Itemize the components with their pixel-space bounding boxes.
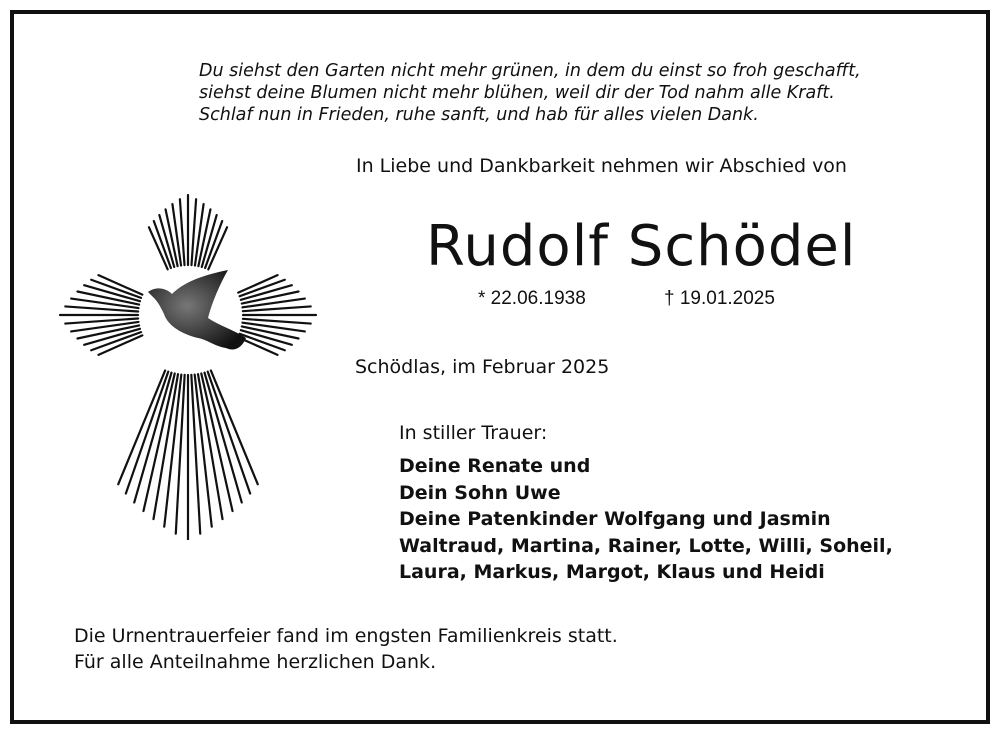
poem-line: siehst deine Blumen nicht mehr blühen, weil dir der Tod nahm alle Kraft. — [199, 83, 835, 103]
ray-line — [172, 204, 181, 265]
ray-line — [164, 375, 181, 527]
mourner-line: Deine Patenkinder Wolfgang und Jasmin — [399, 508, 831, 530]
ray-line — [134, 373, 171, 503]
ray-line — [205, 373, 242, 503]
ray-line — [243, 319, 311, 324]
poem-line: Schlaf nun in Frieden, ruhe sanft, und hab für alles vielen Dank. — [199, 105, 759, 125]
ray-line — [118, 370, 165, 484]
dove-icon — [148, 270, 246, 350]
poem-line: Du siehst den Garten nicht mehr grünen, in dem du einst so froh geschafft, — [199, 61, 861, 81]
mourner-line: Laura, Markus, Margot, Klaus und Heidi — [399, 561, 825, 583]
birth-date: * 22.06.1938 — [478, 288, 586, 309]
ray-line — [191, 375, 200, 534]
ray-line — [243, 306, 311, 311]
memorial-poem — [199, 60, 861, 126]
deceased-name: Rudolf Schödel — [426, 214, 857, 279]
ray-line — [242, 323, 304, 332]
closing-line: Für alle Anteilnahme herzlichen Dank. — [74, 651, 437, 673]
mourners-list — [399, 453, 893, 586]
mourner-line: Waltraud, Martina, Rainer, Lotte, Willi, Soheil, — [399, 534, 893, 557]
ray-line — [242, 299, 304, 308]
place-and-date: Schödlas, im Februar 2025 — [355, 356, 610, 378]
cross-of-rays-with-dove-icon — [58, 180, 318, 540]
mourning-label: In stiller Trauer: — [399, 422, 548, 444]
closing-note — [74, 623, 618, 675]
death-date: † 19.01.2025 — [664, 288, 775, 309]
mourner-line: Deine Renate und — [399, 455, 591, 477]
farewell-intro: In Liebe und Dankbarkeit nehmen wir Abschied von — [356, 155, 847, 177]
ray-line — [211, 370, 258, 484]
closing-line: Die Urnentrauerfeier fand im engsten Familienkreis statt. — [74, 625, 618, 647]
ray-line — [195, 204, 204, 265]
mourner-line: Dein Sohn Uwe — [399, 481, 561, 504]
ray-line — [195, 375, 212, 527]
ray-line — [176, 375, 185, 534]
